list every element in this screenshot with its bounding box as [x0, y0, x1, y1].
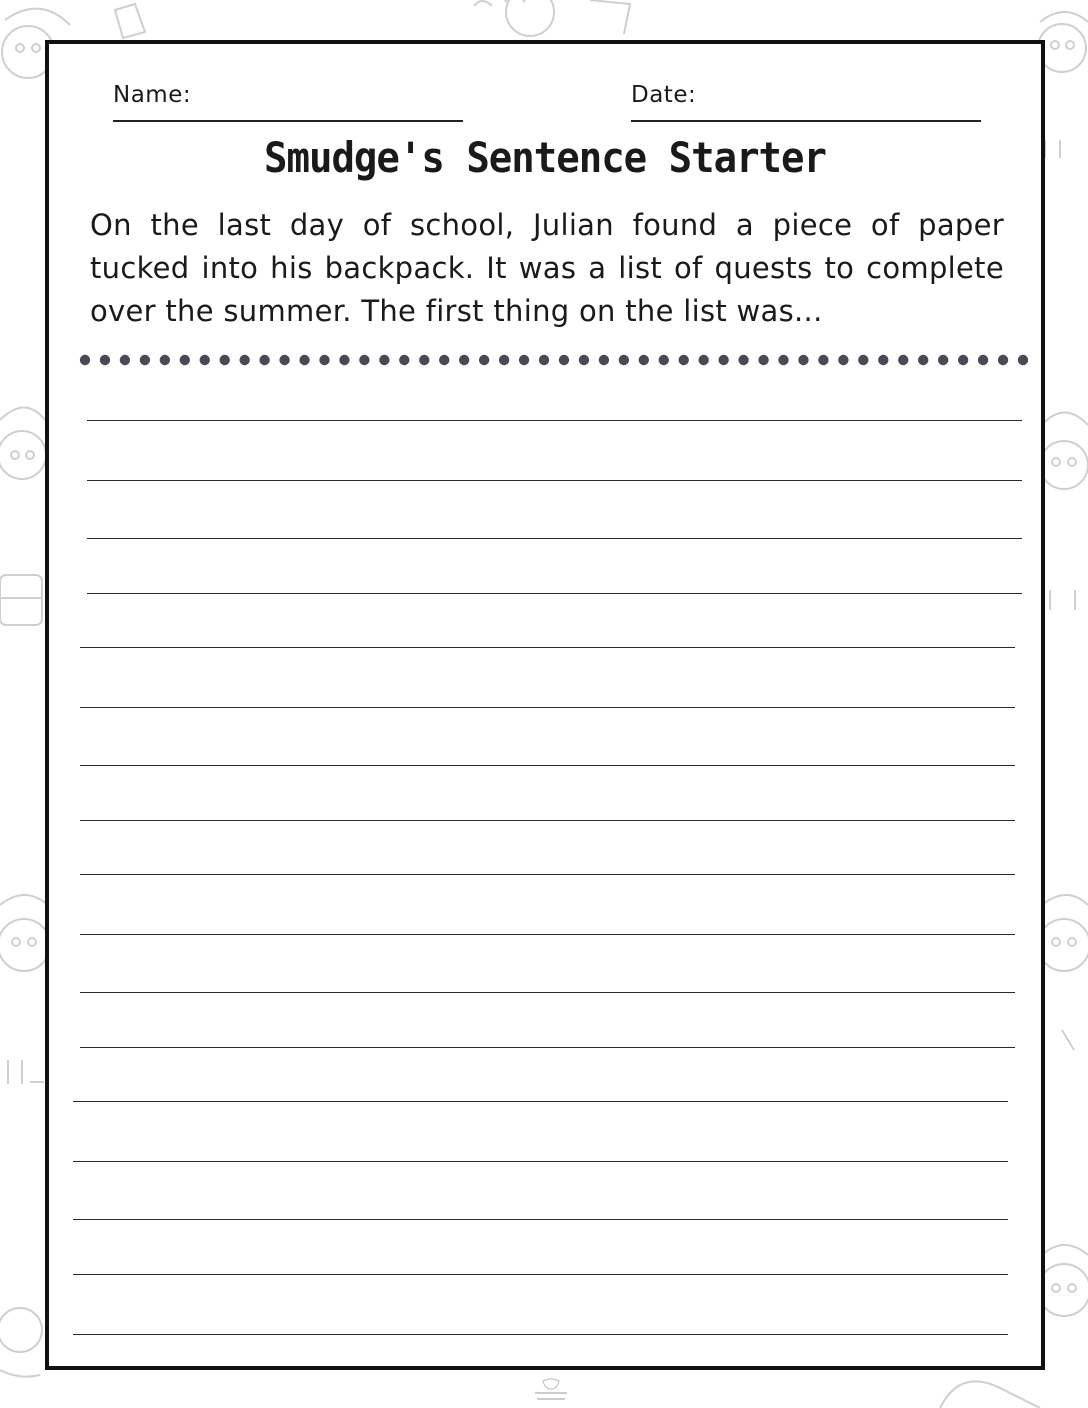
divider-dot — [439, 355, 449, 365]
divider-dot — [259, 355, 269, 365]
divider-dot — [798, 355, 808, 365]
divider-dot — [359, 355, 369, 365]
divider-dot — [239, 355, 249, 365]
divider-dot — [1018, 355, 1028, 365]
name-label: Name: — [113, 82, 192, 108]
divider-dot — [978, 355, 988, 365]
character-doodle-top-right — [1038, 12, 1088, 158]
divider-dot — [998, 355, 1008, 365]
divider-dot — [220, 355, 230, 365]
divider-dot — [419, 355, 429, 365]
divider-dot — [938, 355, 948, 365]
divider-dot — [459, 355, 469, 365]
worksheet-frame — [45, 40, 1045, 1370]
writing-line[interactable] — [87, 593, 1022, 594]
divider-dot — [399, 355, 409, 365]
divider-dot — [778, 355, 788, 365]
writing-line[interactable] — [80, 992, 1015, 993]
writing-line[interactable] — [80, 647, 1015, 648]
writing-line[interactable] — [80, 874, 1015, 875]
divider-dot — [299, 355, 309, 365]
writing-line[interactable] — [73, 1334, 1008, 1335]
divider-dot — [140, 355, 150, 365]
divider-dot — [698, 355, 708, 365]
writing-line[interactable] — [73, 1101, 1008, 1102]
dotted-divider — [79, 350, 1029, 370]
divider-dot — [519, 355, 529, 365]
date-field[interactable] — [631, 120, 981, 122]
divider-dot — [200, 355, 210, 365]
divider-dot — [818, 355, 828, 365]
character-doodle-right-lower — [1038, 895, 1088, 1050]
divider-dot — [838, 355, 848, 365]
brand-watermark-logo — [529, 1377, 573, 1405]
divider-dot — [958, 355, 968, 365]
writing-line[interactable] — [87, 420, 1022, 421]
divider-dot — [619, 355, 629, 365]
divider-dot — [120, 355, 130, 365]
divider-dot — [80, 355, 90, 365]
writing-line[interactable] — [73, 1161, 1008, 1162]
story-prompt: On the last day of school, Julian found a piece of paper tucked into his backpack. It was a list of quests to complete over the summer. The first thing on the list was... — [90, 208, 1004, 328]
divider-dot — [499, 355, 509, 365]
divider-dot — [718, 355, 728, 365]
writing-line[interactable] — [73, 1219, 1008, 1220]
divider-dot — [738, 355, 748, 365]
page-title: Smudge's Sentence Starter — [264, 134, 826, 183]
character-doodle-bottom-left — [0, 1308, 42, 1377]
divider-dot — [679, 355, 689, 365]
divider-dot — [279, 355, 289, 365]
divider-dot — [878, 355, 888, 365]
character-doodle-top-center — [474, 0, 630, 36]
divider-dot — [379, 355, 389, 365]
date-label: Date: — [631, 82, 697, 108]
divider-dot — [339, 355, 349, 365]
divider-dot — [100, 355, 110, 365]
writing-line[interactable] — [80, 934, 1015, 935]
writing-line[interactable] — [87, 480, 1022, 481]
divider-dot — [180, 355, 190, 365]
character-doodle-left-lower — [0, 895, 50, 1084]
divider-dot — [918, 355, 928, 365]
writing-line[interactable] — [80, 707, 1015, 708]
divider-dot — [659, 355, 669, 365]
divider-dot — [160, 355, 170, 365]
divider-dot — [898, 355, 908, 365]
divider-dot — [539, 355, 549, 365]
divider-dot — [858, 355, 868, 365]
writing-line[interactable] — [80, 820, 1015, 821]
divider-dot — [479, 355, 489, 365]
divider-dot — [599, 355, 609, 365]
name-field[interactable] — [113, 120, 463, 122]
character-doodle-right-middle — [1040, 413, 1088, 611]
divider-dot — [758, 355, 768, 365]
writing-line[interactable] — [80, 765, 1015, 766]
divider-dot — [319, 355, 329, 365]
character-doodle-left-middle — [0, 408, 46, 626]
divider-dot — [579, 355, 589, 365]
divider-dot — [559, 355, 569, 365]
writing-line[interactable] — [87, 538, 1022, 539]
writing-line[interactable] — [80, 1047, 1015, 1048]
divider-dot — [639, 355, 649, 365]
writing-line[interactable] — [73, 1274, 1008, 1275]
